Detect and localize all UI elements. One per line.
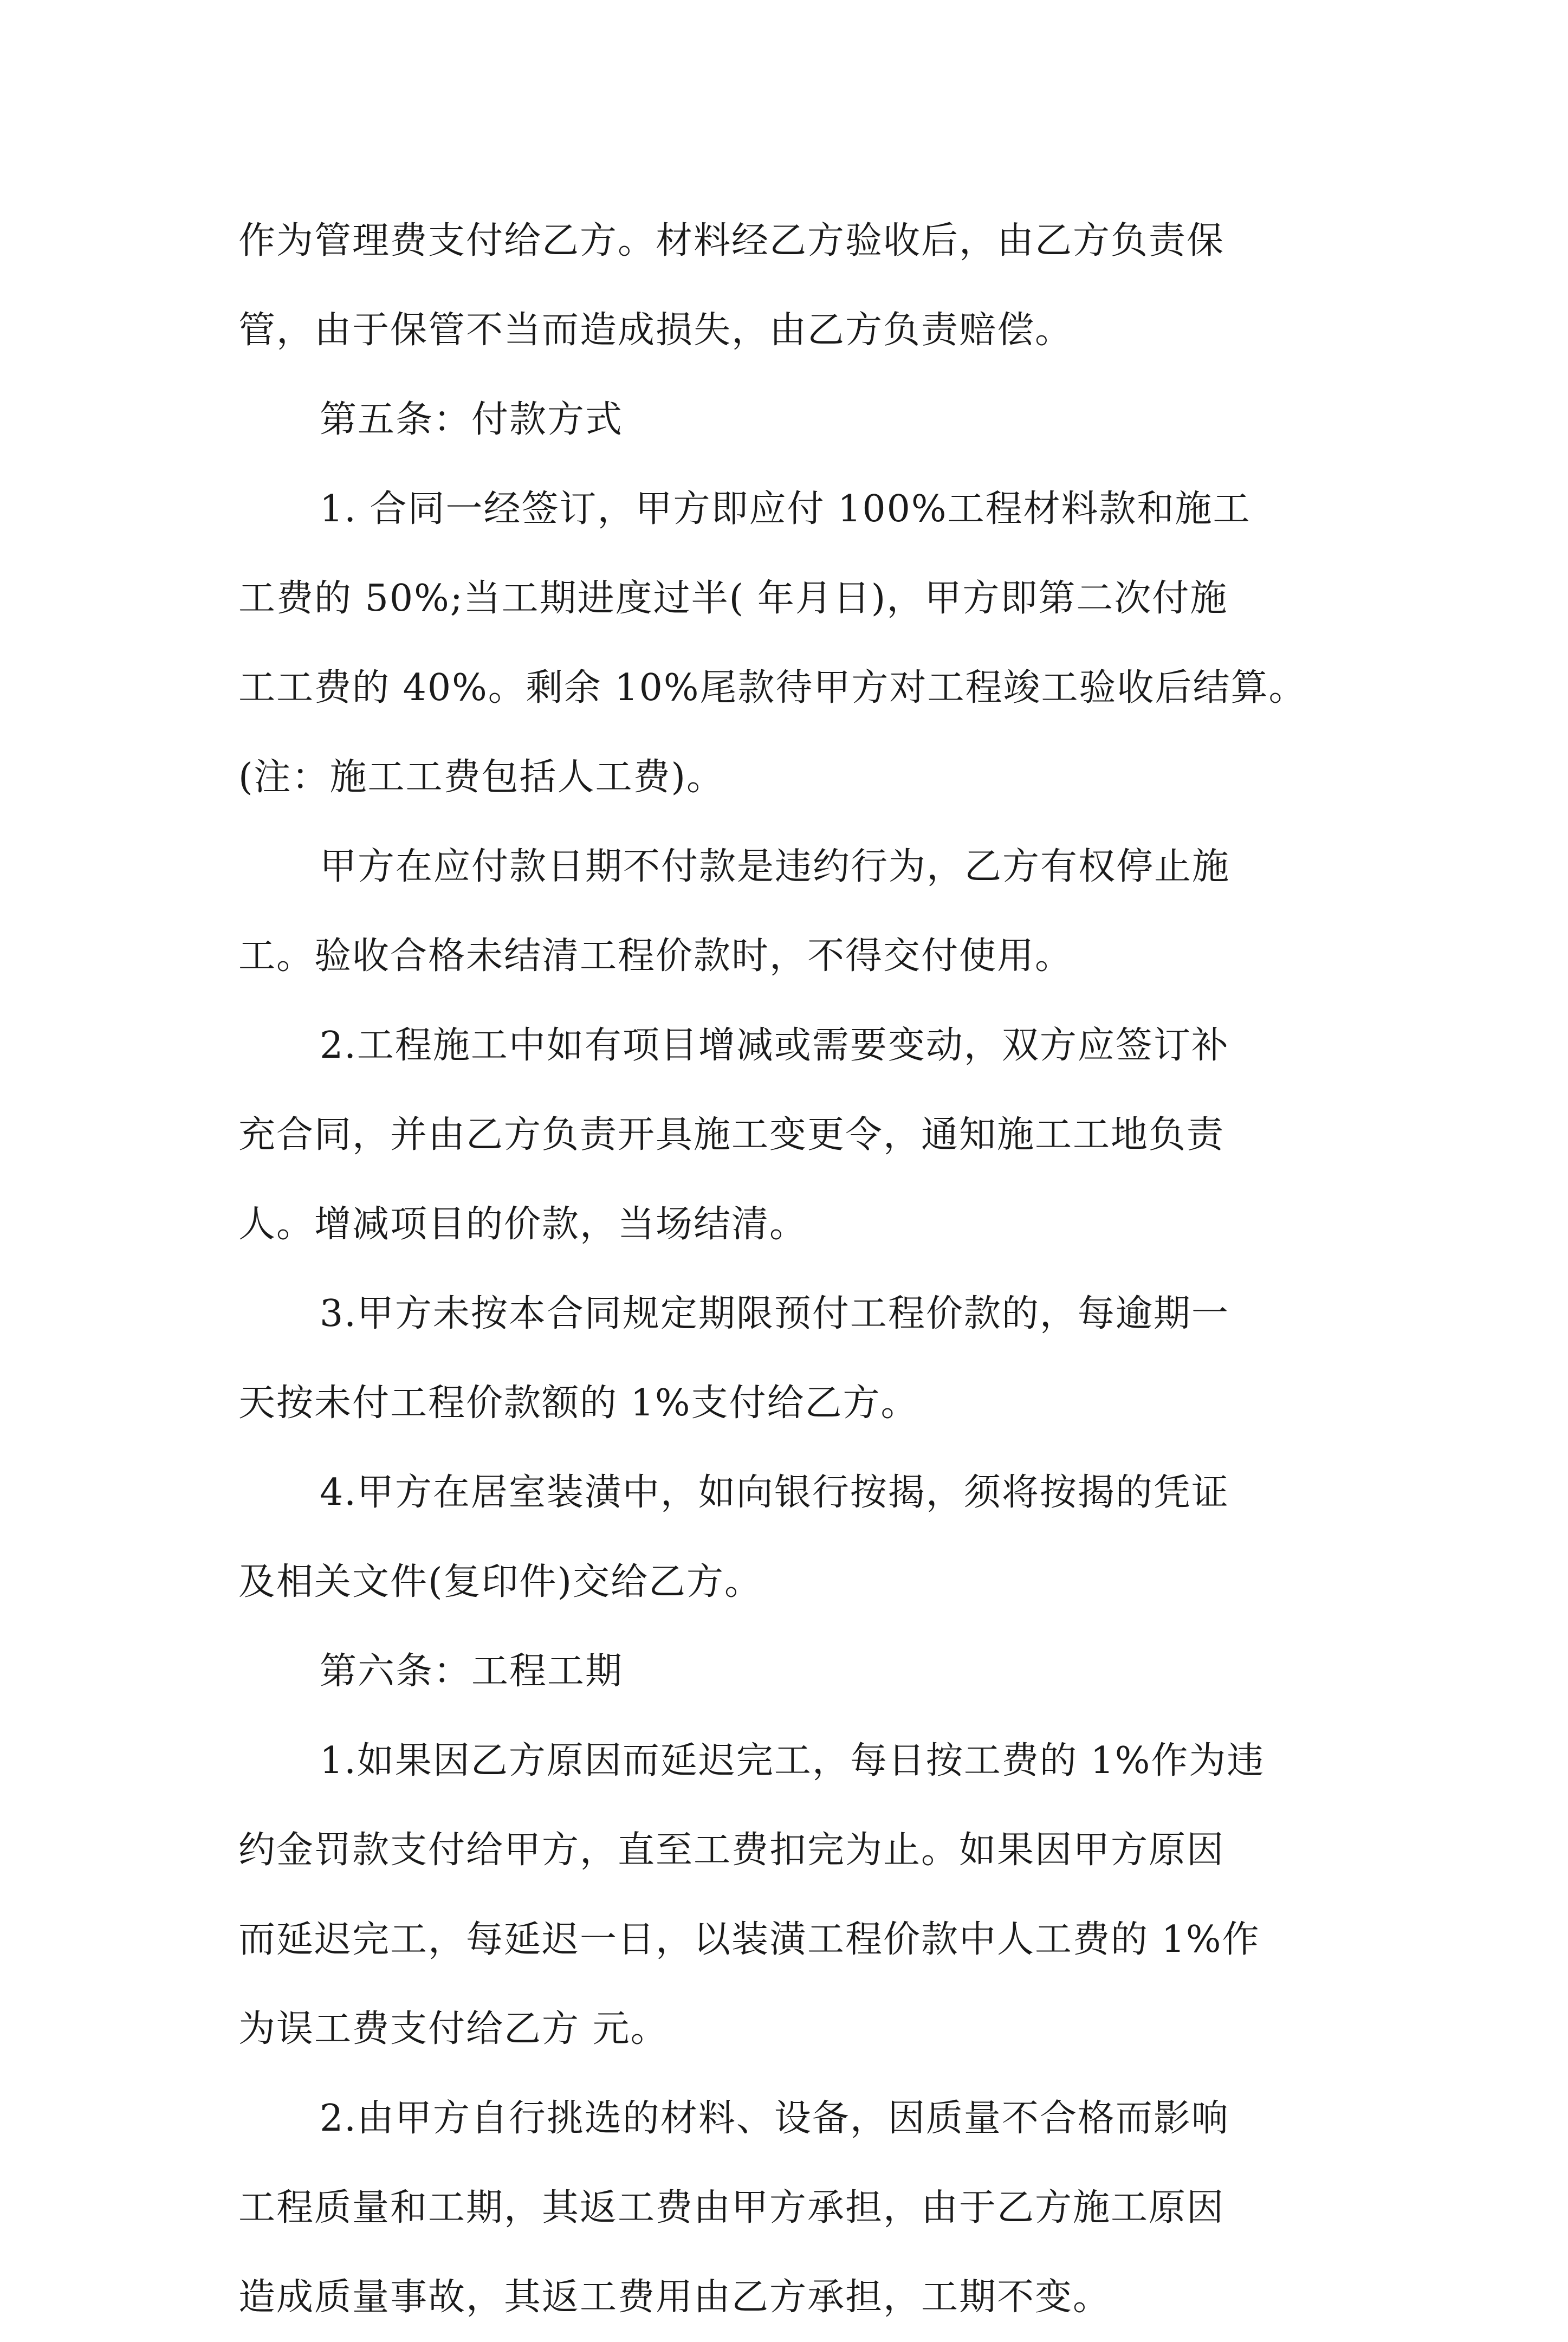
section-heading-article-5: 第五条：付款方式 (320, 398, 624, 441)
section-heading-article-6: 第六条：工程工期 (320, 1650, 624, 1693)
text-line: 作为管理费支付给乙方。材料经乙方验收后，由乙方负责保 (238, 219, 1225, 262)
text-line: 约金罚款支付给甲方，直至工费扣完为止。如果因甲方原因 (238, 1829, 1225, 1872)
text-line: 及相关文件(复印件)交给乙方。 (238, 1561, 763, 1603)
text-line: 为误工费支付给乙方 元。 (238, 2008, 669, 2050)
text-line: 1.如果因乙方原因而延迟完工，每日按工费的 1%作为违 (320, 1739, 1265, 1782)
text-line: 充合同，并由乙方负责开具施工变更令，通知施工工地负责 (238, 1114, 1225, 1156)
text-line: 甲方在应付款日期不付款是违约行为，乙方有权停止施 (320, 845, 1230, 888)
text-line: 2.由甲方自行挑选的材料、设备，因质量不合格而影响 (320, 2097, 1229, 2140)
text-line: 3.甲方未按本合同规定期限预付工程价款的，每逾期一 (320, 1292, 1229, 1335)
text-line: 工工费的 40%。剩余 10%尾款待甲方对工程竣工验收后结算。 (238, 667, 1307, 709)
text-line: 1. 合同一经签订，甲方即应付 100%工程材料款和施工 (320, 488, 1251, 530)
text-line: 管，由于保管不当而造成损失，由乙方负责赔偿。 (238, 309, 1073, 352)
text-line: 而延迟完工，每延迟一日，以装潢工程价款中人工费的 1%作 (238, 1918, 1260, 1961)
text-line: 工。验收合格未结清工程价款时，不得交付使用。 (238, 935, 1073, 978)
text-line: 天按未付工程价款额的 1%支付给乙方。 (238, 1382, 919, 1425)
document-body (238, 196, 1338, 2342)
text-line: 工费的 50%;当工期进度过半( 年月日)，甲方即第二次付施 (238, 577, 1228, 620)
text-line: 工程质量和工期，其返工费由甲方承担，由于乙方施工原因 (238, 2186, 1225, 2229)
text-line: (注：施工工费包括人工费)。 (238, 756, 725, 799)
text-line: 4.甲方在居室装潢中，如向银行按揭，须将按揭的凭证 (320, 1471, 1229, 1514)
text-line: 2.工程施工中如有项目增减或需要变动，双方应签订补 (320, 1024, 1229, 1067)
text-line: 人。增减项目的价款，当场结清。 (238, 1203, 808, 1246)
text-line: 造成质量事故，其返工费用由乙方承担，工期不变。 (238, 2276, 1111, 2319)
